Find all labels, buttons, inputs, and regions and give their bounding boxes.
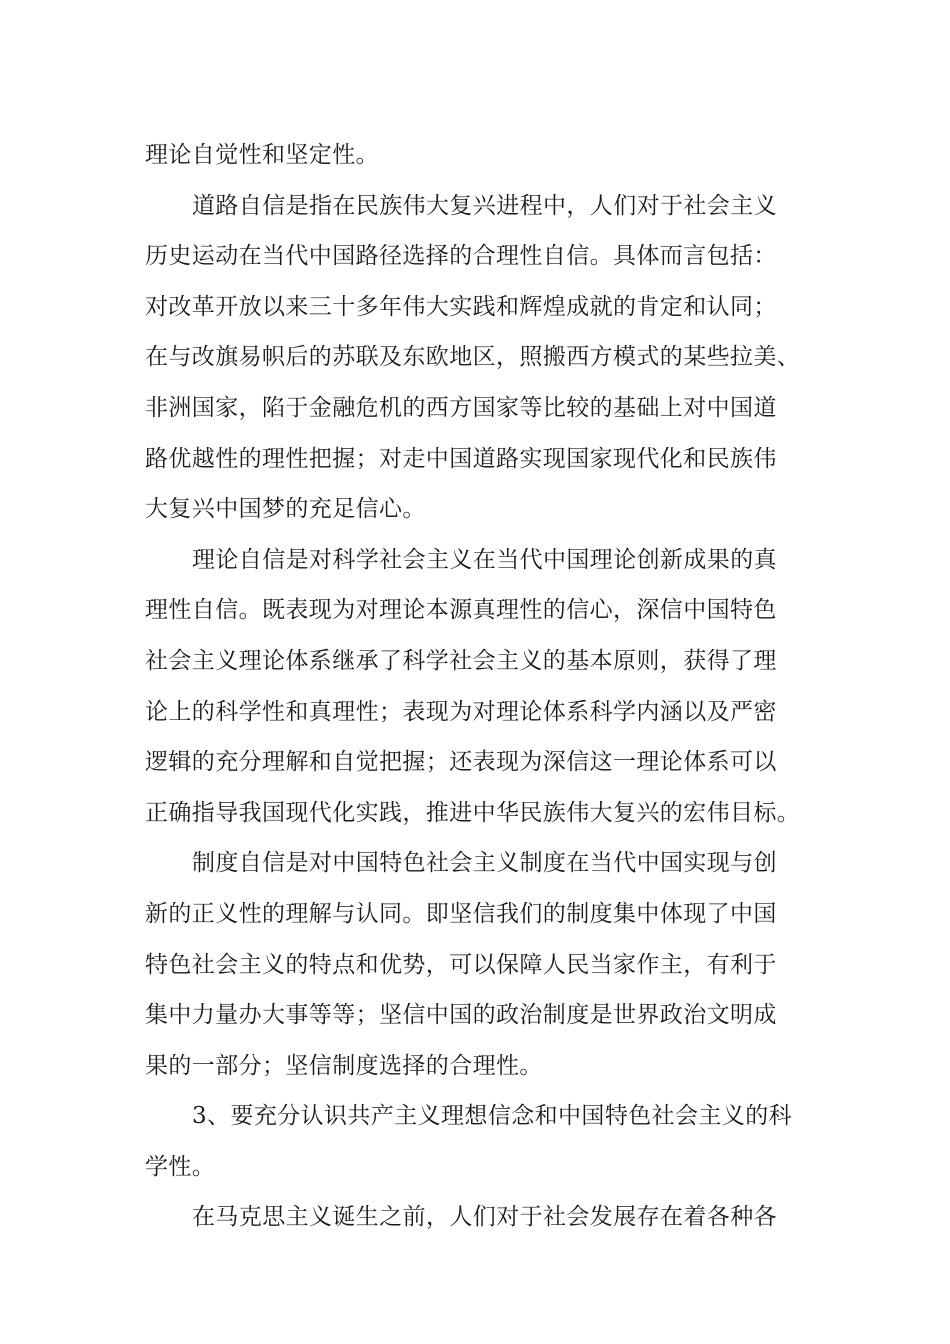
section-heading: 3、要充分认识共产主义理想信念和中国特色社会主义的科 — [192, 1103, 793, 1130]
text-line: 理论自觉性和坚定性。 — [145, 142, 379, 168]
text-line: 学性。 — [145, 1153, 216, 1180]
text-line: 大复兴中国梦的充足信心。 — [145, 496, 426, 523]
text-line: 对改革开放以来三十多年伟大实践和辉煌成就的肯定和认同； — [145, 293, 777, 320]
text-line: 特色社会主义的特点和优势，可以保障人民当家作主，有利于 — [145, 951, 777, 978]
text-line: 论上的科学性和真理性；表现为对理论体系科学内涵以及严密 — [145, 698, 777, 725]
text-line: 逻辑的充分理解和自觉把握；还表现为深信这一理论体系可以 — [145, 749, 777, 776]
text-line: 在与改旗易帜后的苏联及东欧地区，照搬西方模式的某些拉美、 — [145, 344, 801, 371]
paragraph-first-line: 制度自信是对中国特色社会主义制度在当代中国实现与创 — [192, 850, 777, 877]
text-line: 路优越性的理性把握；对走中国道路实现国家现代化和民族伟 — [145, 445, 777, 472]
text-line: 历史运动在当代中国路径选择的合理性自信。具体而言包括： — [145, 243, 777, 270]
document-text — [145, 130, 835, 1243]
text-line: 社会主义理论体系继承了科学社会主义的基本原则，获得了理 — [145, 647, 777, 674]
text-line: 理性自信。既表现为对理论本源真理性的信心，深信中国特色 — [145, 597, 777, 624]
text-line: 正确指导我国现代化实践，推进中华民族伟大复兴的宏伟目标。 — [145, 799, 801, 826]
paragraph-first-line: 理论自信是对科学社会主义在当代中国理论创新成果的真 — [192, 546, 777, 573]
paragraph-first-line: 在马克思主义诞生之前，人们对于社会发展存在着各种各 — [192, 1204, 777, 1231]
paragraph-first-line: 道路自信是指在民族伟大复兴进程中，人们对于社会主义 — [192, 192, 777, 219]
text-line: 非洲国家，陷于金融危机的西方国家等比较的基础上对中国道 — [145, 394, 777, 421]
text-line: 新的正义性的理解与认同。即坚信我们的制度集中体现了中国 — [145, 900, 777, 927]
text-line: 集中力量办大事等等；坚信中国的政治制度是世界政治文明成 — [145, 1002, 777, 1029]
text-line: 果的一部分；坚信制度选择的合理性。 — [145, 1052, 543, 1079]
